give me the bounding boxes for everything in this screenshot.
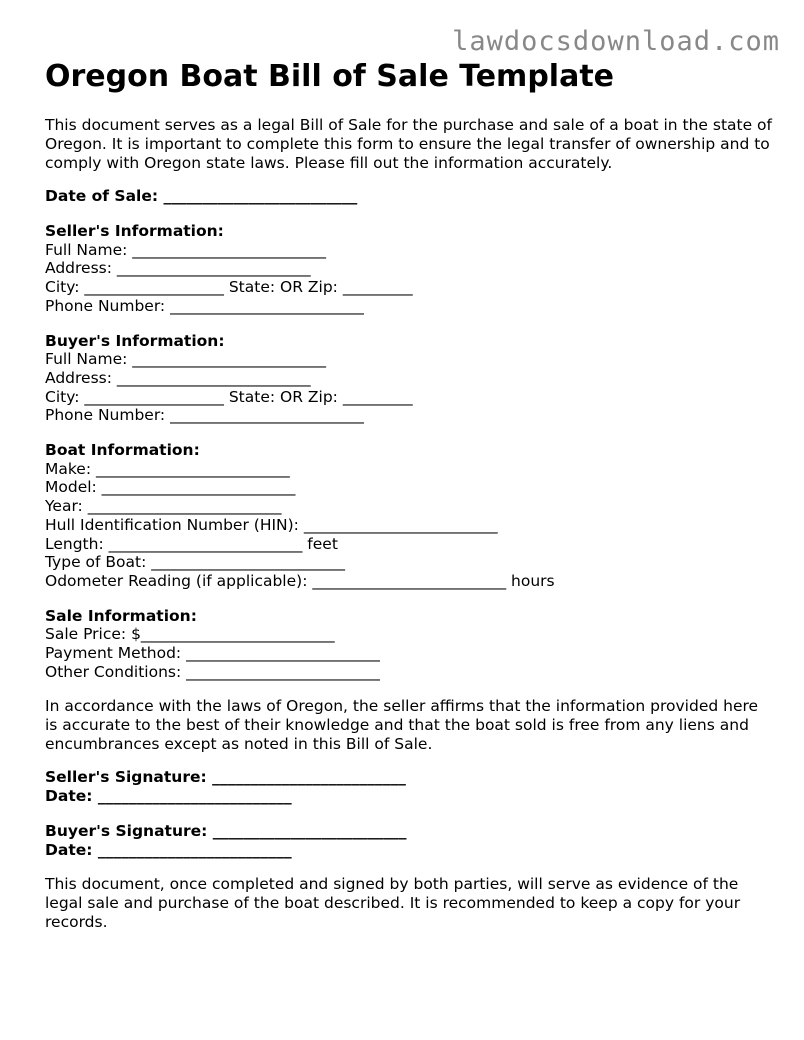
payment-method-field[interactable]: Payment Method: _________________________ [45, 644, 380, 663]
boat-odometer-field[interactable]: Odometer Reading (if applicable): _________________________ hours [45, 571, 555, 590]
page-title: Oregon Boat Bill of Sale Template [45, 59, 615, 94]
seller-phone-field[interactable]: Phone Number: _________________________ [45, 296, 364, 315]
boat-model-field[interactable]: Model: _________________________ [45, 478, 296, 497]
other-conditions-field[interactable]: Other Conditions: _________________________ [45, 662, 380, 681]
intro-paragraph: This document serves as a legal Bill of Sale for the purchase and sale of a boat in the state of Oregon. It is important to complete this form to ensure the legal transfer of ownership and to comply with Oregon state laws. Please fill out the information accurately. [45, 116, 773, 172]
boat-make-field[interactable]: Make: _________________________ [45, 459, 290, 478]
buyer-signature-section [45, 822, 775, 859]
boat-information-section [45, 441, 775, 591]
buyer-city-state-zip-field[interactable]: City: __________________ State: OR Zip: _________ [45, 387, 413, 406]
buyer-signature-date-field[interactable]: Date: _________________________ [45, 840, 292, 859]
boat-length-field[interactable]: Length: _________________________ feet [45, 534, 338, 553]
seller-signature-section [45, 768, 775, 805]
buyer-heading: Buyer's Information: [45, 331, 225, 350]
buyer-signature-field[interactable]: Buyer's Signature: _________________________ [45, 821, 407, 840]
boat-heading: Boat Information: [45, 441, 200, 460]
closing-paragraph: This document, once completed and signed by both parties, will serve as evidence of the legal sale and purchase of the boat described. It is recommended to keep a copy for your records. [45, 875, 741, 932]
buyer-information-section [45, 332, 775, 426]
seller-address-field[interactable]: Address: _________________________ [45, 259, 311, 278]
seller-full-name-field[interactable]: Full Name: _________________________ [45, 240, 327, 259]
buyer-address-field[interactable]: Address: _________________________ [45, 368, 311, 387]
document-page [45, 58, 775, 932]
boat-type-field[interactable]: Type of Boat: _________________________ [45, 553, 345, 572]
seller-signature-date-field[interactable]: Date: _________________________ [45, 787, 292, 806]
seller-city-state-zip-field[interactable]: City: __________________ State: OR Zip: _________ [45, 278, 413, 297]
boat-hin-field[interactable]: Hull Identification Number (HIN): _________________________ [45, 515, 498, 534]
buyer-full-name-field[interactable]: Full Name: _________________________ [45, 350, 327, 369]
seller-signature-field[interactable]: Seller's Signature: _________________________ [45, 768, 406, 787]
boat-year-field[interactable]: Year: _________________________ [45, 497, 282, 516]
sale-information-section [45, 607, 775, 682]
sale-price-field[interactable]: Sale Price: $_________________________ [45, 625, 335, 644]
seller-heading: Seller's Information: [45, 222, 224, 240]
buyer-phone-field[interactable]: Phone Number: _________________________ [45, 406, 364, 425]
watermark: lawdocsdownload.com [452, 26, 780, 57]
date-of-sale-field[interactable]: Date of Sale: _________________________ [45, 187, 358, 205]
sale-heading: Sale Information: [45, 606, 197, 625]
declaration-paragraph: In accordance with the laws of Oregon, the seller affirms that the information provided here is accurate to the best of their knowledge and that the boat sold is free from any liens and encumbrances except as noted in this Bill of Sale. [45, 697, 759, 754]
seller-information-section [45, 222, 775, 316]
